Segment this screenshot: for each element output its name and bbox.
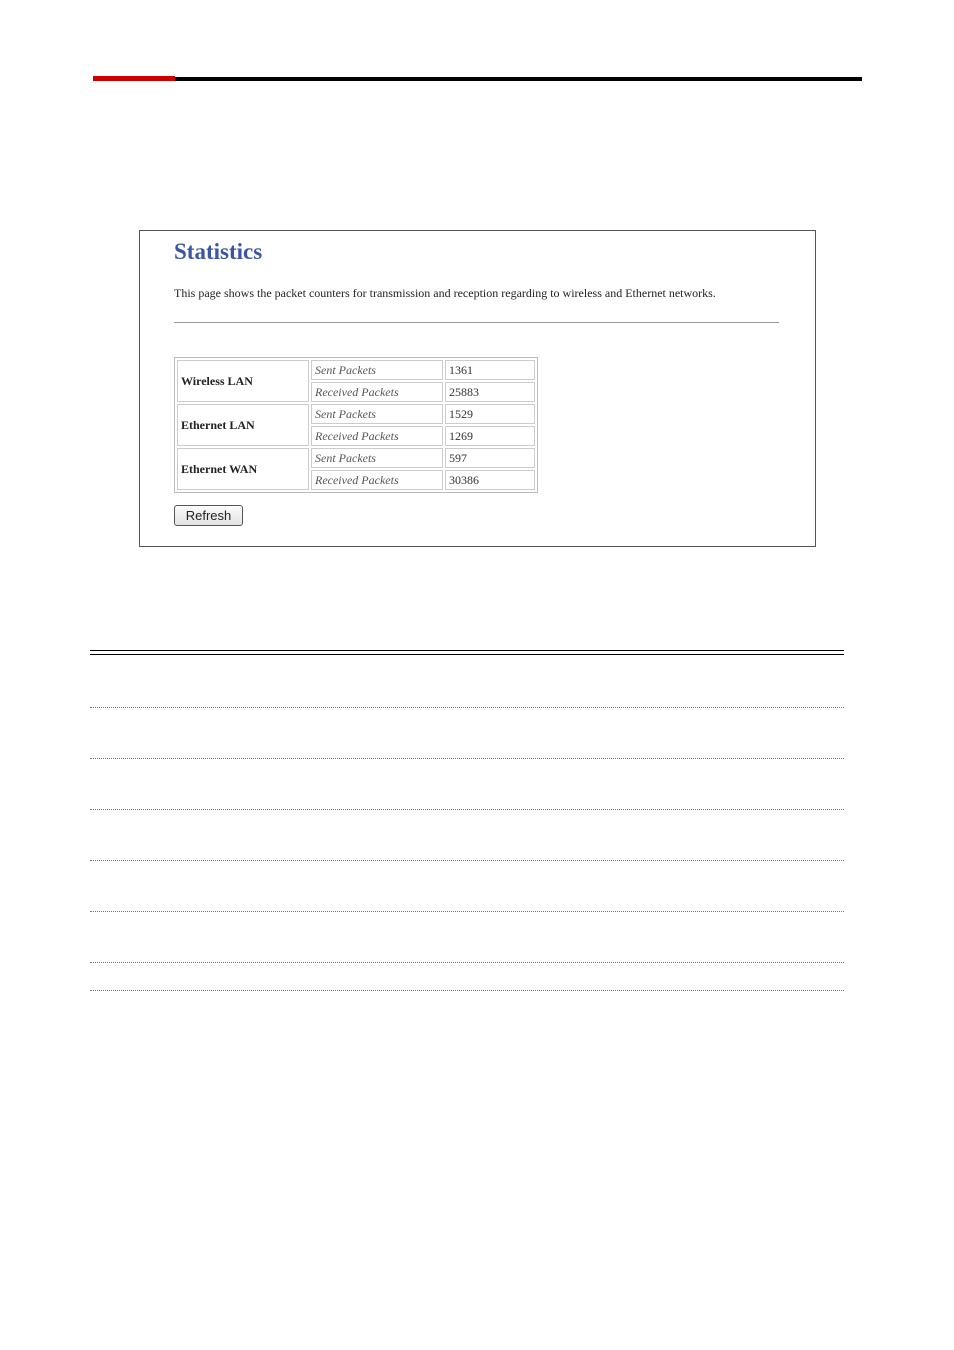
double-rule bbox=[90, 650, 844, 655]
header-rule bbox=[93, 76, 862, 81]
table-row bbox=[177, 404, 535, 424]
received-packets-value: 30386 bbox=[445, 470, 535, 490]
header-rule-black bbox=[93, 77, 862, 81]
dotted-rule bbox=[90, 860, 844, 861]
received-packets-label: Received Packets bbox=[311, 382, 443, 402]
interface-name: Wireless LAN bbox=[177, 360, 309, 402]
sent-packets-value: 597 bbox=[445, 448, 535, 468]
table-row bbox=[177, 448, 535, 468]
received-packets-value: 1269 bbox=[445, 426, 535, 446]
dotted-rule bbox=[90, 758, 844, 759]
received-packets-value: 25883 bbox=[445, 382, 535, 402]
interface-name: Ethernet LAN bbox=[177, 404, 309, 446]
dotted-rule bbox=[90, 707, 844, 708]
dotted-rule bbox=[90, 990, 844, 991]
page-description: This page shows the packet counters for transmission and reception regarding to wireless and Ethernet networks. bbox=[174, 286, 716, 300]
table-row bbox=[177, 360, 535, 380]
interface-name: Ethernet WAN bbox=[177, 448, 309, 490]
statistics-screenshot bbox=[139, 230, 816, 547]
sent-packets-label: Sent Packets bbox=[311, 360, 443, 380]
empty-table-area bbox=[90, 650, 844, 655]
sent-packets-value: 1529 bbox=[445, 404, 535, 424]
statistics-table bbox=[174, 357, 538, 493]
header-rule-red-accent bbox=[93, 76, 175, 81]
sent-packets-label: Sent Packets bbox=[311, 448, 443, 468]
dotted-rule bbox=[90, 809, 844, 810]
received-packets-label: Received Packets bbox=[311, 426, 443, 446]
sent-packets-label: Sent Packets bbox=[311, 404, 443, 424]
page-title: Statistics bbox=[174, 239, 263, 264]
dotted-rule bbox=[90, 962, 844, 963]
dotted-rule bbox=[90, 911, 844, 912]
refresh-button[interactable]: Refresh bbox=[174, 505, 243, 526]
sent-packets-value: 1361 bbox=[445, 360, 535, 380]
received-packets-label: Received Packets bbox=[311, 470, 443, 490]
divider bbox=[174, 322, 779, 323]
